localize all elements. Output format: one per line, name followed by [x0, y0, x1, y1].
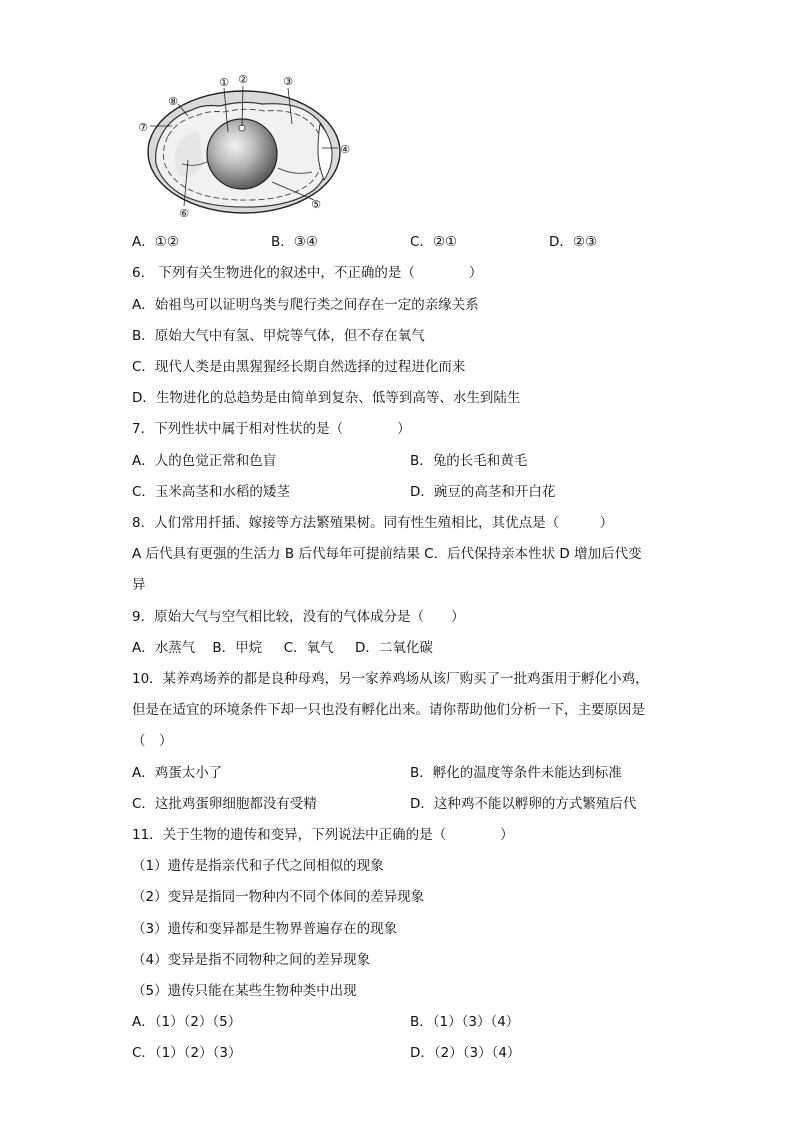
q10-stem-line1: 10．某养鸡场养的都是良种母鸡，另一家养鸡场从该厂购买了一批鸡蛋用于孵化小鸡，	[132, 671, 649, 687]
q6-option-b: B．原始大气中有氢、甲烷等气体，但不存在氧气	[132, 328, 425, 344]
q11-option-a: A．（1）（2）（5）	[132, 1014, 242, 1030]
figure-label-6	[177, 205, 191, 220]
figure-label-7	[136, 119, 150, 134]
q5-option-c: C．②①	[410, 234, 458, 250]
q7-stem: 7．下列性状中属于相对性状的是（ ）	[132, 421, 411, 437]
q6-option-a: A．始祖鸟可以证明鸟类与爬行类之间存在一定的亲缘关系	[132, 297, 479, 313]
q5-option-d: D．②③	[549, 234, 598, 250]
q9-options: A．水蒸气 B．甲烷 C．氧气 D．二氧化碳	[132, 640, 433, 656]
figure-label-3	[281, 73, 295, 88]
figure-label-4	[338, 141, 352, 156]
egg-structure-figure	[132, 64, 362, 220]
q10-stem-line2: 但是在适宜的环境条件下却一只也没有孵化出来。请你帮助他们分析一下，主要原因是	[132, 702, 645, 718]
q11-statement-2: （2）变异是指同一物种内不同个体间的差异现象	[132, 889, 425, 905]
q6-option-d: D．生物进化的总趋势是由简单到复杂、低等到高等、水生到陆生	[132, 390, 521, 406]
svg-text:⑥: ⑥	[179, 207, 189, 220]
q10-option-c: C．这批鸡蛋卵细胞都没有受精	[132, 796, 317, 812]
svg-text:①: ①	[219, 76, 229, 89]
figure-label-2	[236, 71, 250, 86]
q11-stem: 11．关于生物的遗传和变异，下列说法中正确的是（ ）	[132, 827, 514, 843]
svg-text:②: ②	[238, 73, 248, 86]
q6-stem: 6． 下列有关生物进化的叙述中，不正确的是（ ）	[132, 265, 483, 281]
q7-option-b: B．兔的长毛和黄毛	[410, 453, 528, 469]
q10-option-d: D．这种鸡不能以孵卵的方式繁殖后代	[410, 796, 637, 812]
q5-option-a: A．①②	[132, 234, 179, 250]
svg-text:⑦: ⑦	[138, 121, 148, 134]
svg-text:④: ④	[340, 143, 350, 156]
q7-option-d: D．豌豆的高茎和开白花	[410, 484, 556, 500]
q11-option-c: C．（1）（2）（3）	[132, 1045, 242, 1061]
q5-option-b: B．③④	[271, 234, 318, 250]
q11-statement-1: （1）遗传是指亲代和子代之间相似的现象	[132, 858, 384, 874]
q11-statement-3: （3）遗传和变异都是生物界普遍存在的现象	[132, 921, 398, 937]
q8-stem: 8．人们常用扦插、嫁接等方法繁殖果树。同有性生殖相比，其优点是（ ）	[132, 515, 614, 531]
q10-option-a: A．鸡蛋太小了	[132, 765, 223, 781]
q11-statement-4: （4）变异是指不同物种之间的差异现象	[132, 952, 371, 968]
q8-options-line1: A 后代具有更强的生活力 B 后代每年可提前结果 C．后代保持亲本性状 D 增加后代变	[132, 546, 642, 562]
svg-text:⑧: ⑧	[168, 95, 178, 108]
q11-option-b: B．（1）（3）（4）	[410, 1014, 520, 1030]
q9-stem: 9．原始大气与空气相比较，没有的气体成分是（ ）	[132, 609, 465, 625]
q10-stem-line3: （ ）	[132, 733, 173, 749]
q11-option-d: D．（2）（3）（4）	[410, 1045, 521, 1061]
svg-text:③: ③	[283, 75, 293, 88]
q7-option-c: C．玉米高茎和水稻的矮茎	[132, 484, 290, 500]
svg-text:⑤: ⑤	[311, 198, 321, 211]
q10-option-b: B．孵化的温度等条件未能达到标准	[410, 765, 622, 781]
figure-label-8	[166, 93, 180, 108]
q6-option-c: C．现代人类是由黑猩猩经长期自然选择的过程进化而来	[132, 359, 466, 375]
q8-options-line2: 异	[132, 577, 146, 593]
figure-label-1	[217, 74, 231, 89]
figure-label-5	[309, 196, 323, 211]
q7-option-a: A．人的色觉正常和色盲	[132, 453, 277, 469]
q11-statement-5: （5）遗传只能在某些生物种类中出现	[132, 983, 357, 999]
